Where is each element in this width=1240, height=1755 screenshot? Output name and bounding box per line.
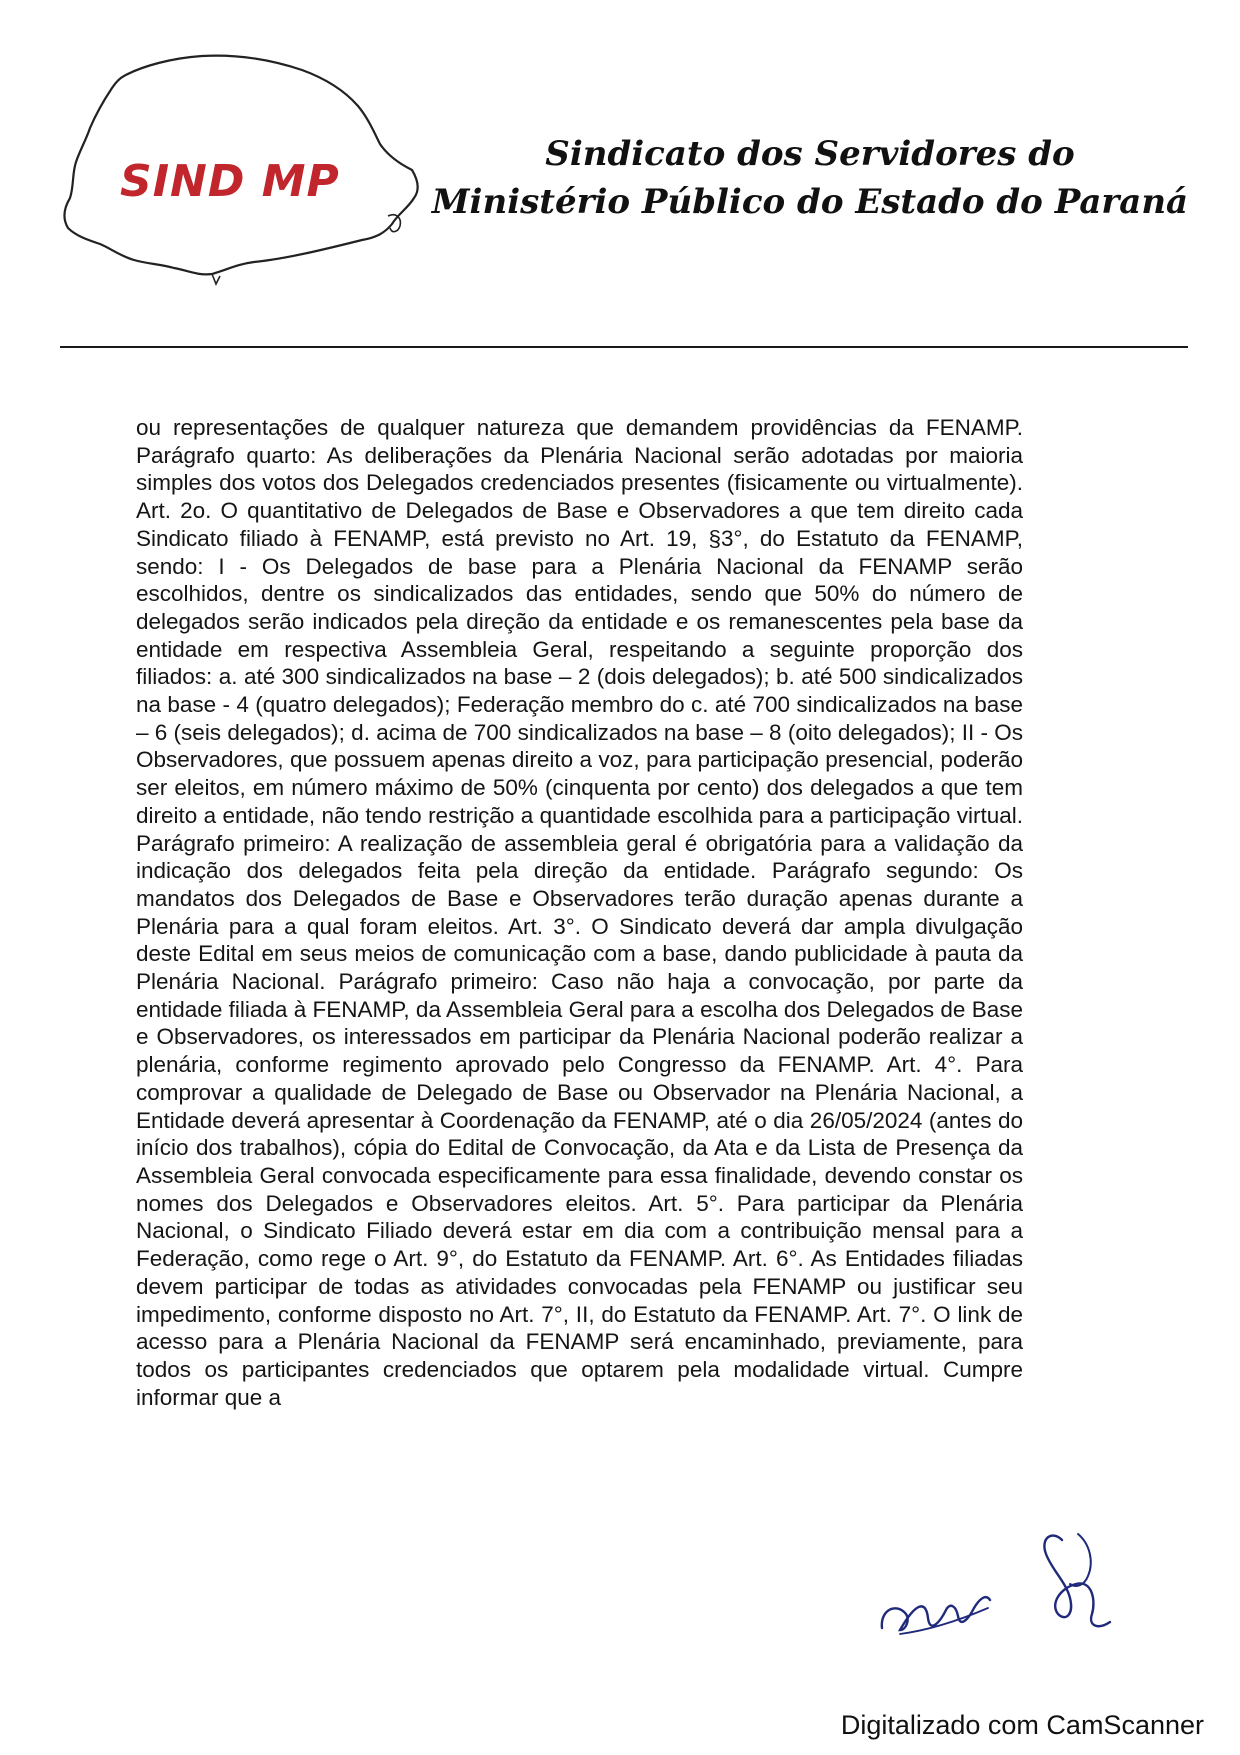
organization-title-line-1: Sindicato dos Servidores do — [545, 134, 1075, 174]
camscanner-watermark: Digitalizado com CamScanner — [840, 1710, 1204, 1740]
handwritten-signatures — [870, 1510, 1170, 1660]
signature-scribbles-icon — [870, 1510, 1170, 1660]
logo-text: SIND MP — [120, 156, 340, 207]
organization-title — [430, 130, 1190, 226]
sindmp-logo — [62, 48, 422, 298]
organization-title-line-2: Ministério Público do Estado do Paraná — [431, 182, 1189, 222]
header-divider — [60, 346, 1188, 348]
document-body-text: ou representações de qualquer natureza que demandem providências da FENAMP. Parágrafo quarto: As deliberações da Plenária Nacional serão adotadas por maioria simples dos votos dos Delegados credenciados presentes (fisicamente ou virtualmente). Art. 2o. O quantitativo de Delegados de Base e Observadores a que tem direito cada Sindicato filiado à FENAMP, está previsto no Art. 19, §3°, do Estatuto da FENAMP, sendo: I - Os Delegados de base para a Plenária Nacional da FENAMP serão escolhidos, dentre os sindicalizados das entidades, sendo que 50% do número de delegados serão indicados pela direção da entidade e os remanescentes pela base da entidade em respectiva Assembleia Geral, respeitando a seguinte proporção dos filiados: a. até 300 sindicalizados na base – 2 (dois delegados); b. até 500 sindicalizados na base - 4 (quatro delegados); Federação membro do c. até 700 sindicalizados na base – 6 (seis delegados); d. acima de 700 sindicalizados na base – 8 (oito delegados); II - Os Observadores, que possuem apenas direito a voz, para participação presencial, poderão ser eleitos, em número máximo de 50% (cinquenta por cento) dos delegados a que tem direito a entidade, não tendo restrição a quantidade escolhida para a participação virtual. Parágrafo primeiro: A realização de assembleia geral é obrigatória para a validação da indicação dos delegados feita pela direção da entidade. Parágrafo segundo: Os mandatos dos Delegados de Base e Observadores terão duração apenas durante a Plenária para a qual foram eleitos. Art. 3°. O Sindicato deverá dar ampla divulgação deste Edital em seus meios de comunicação com a base, dando publicidade à pauta da Plenária Nacional. Parágrafo primeiro: Caso não haja a convocação, por parte da entidade filiada à FENAMP, da Assembleia Geral para a escolha dos Delegados de Base e Observadores, os interessados em participar da Plenária Nacional poderão realizar a plenária, conforme regimento aprovado pelo Congresso da FENAMP. Art. 4°. Para comprovar a qualidade de Delegado de Base ou Observador na Plenária Nacional, a Entidade deverá apresentar à Coordenação da FENAMP, até o dia 26/05/2024 (antes do início dos trabalhos), cópia do Edital de Convocação, da Ata e da Lista de Presença da Assembleia Geral convocada especificamente para essa finalidade, devendo constar os nomes dos Delegados e Observadores eleitos. Art. 5°. Para participar da Plenária Nacional, o Sindicato Filiado deverá estar em dia com a contribuição mensal para a Federação, como rege o Art. 9°, do Estatuto da FENAMP. Art. 6°. As Entidades filiadas devem participar de todas as atividades convocadas pela FENAMP ou justificar seu impedimento, conforme disposto no Art. 7°, II, do Estatuto da FENAMP. Art. 7°. O link de acesso para a Plenária Nacional da FENAMP será encaminhado, previamente, para todos os participantes credenciados que optarem pela modalidade virtual. Cumpre informar que a — [136, 415, 1023, 1410]
